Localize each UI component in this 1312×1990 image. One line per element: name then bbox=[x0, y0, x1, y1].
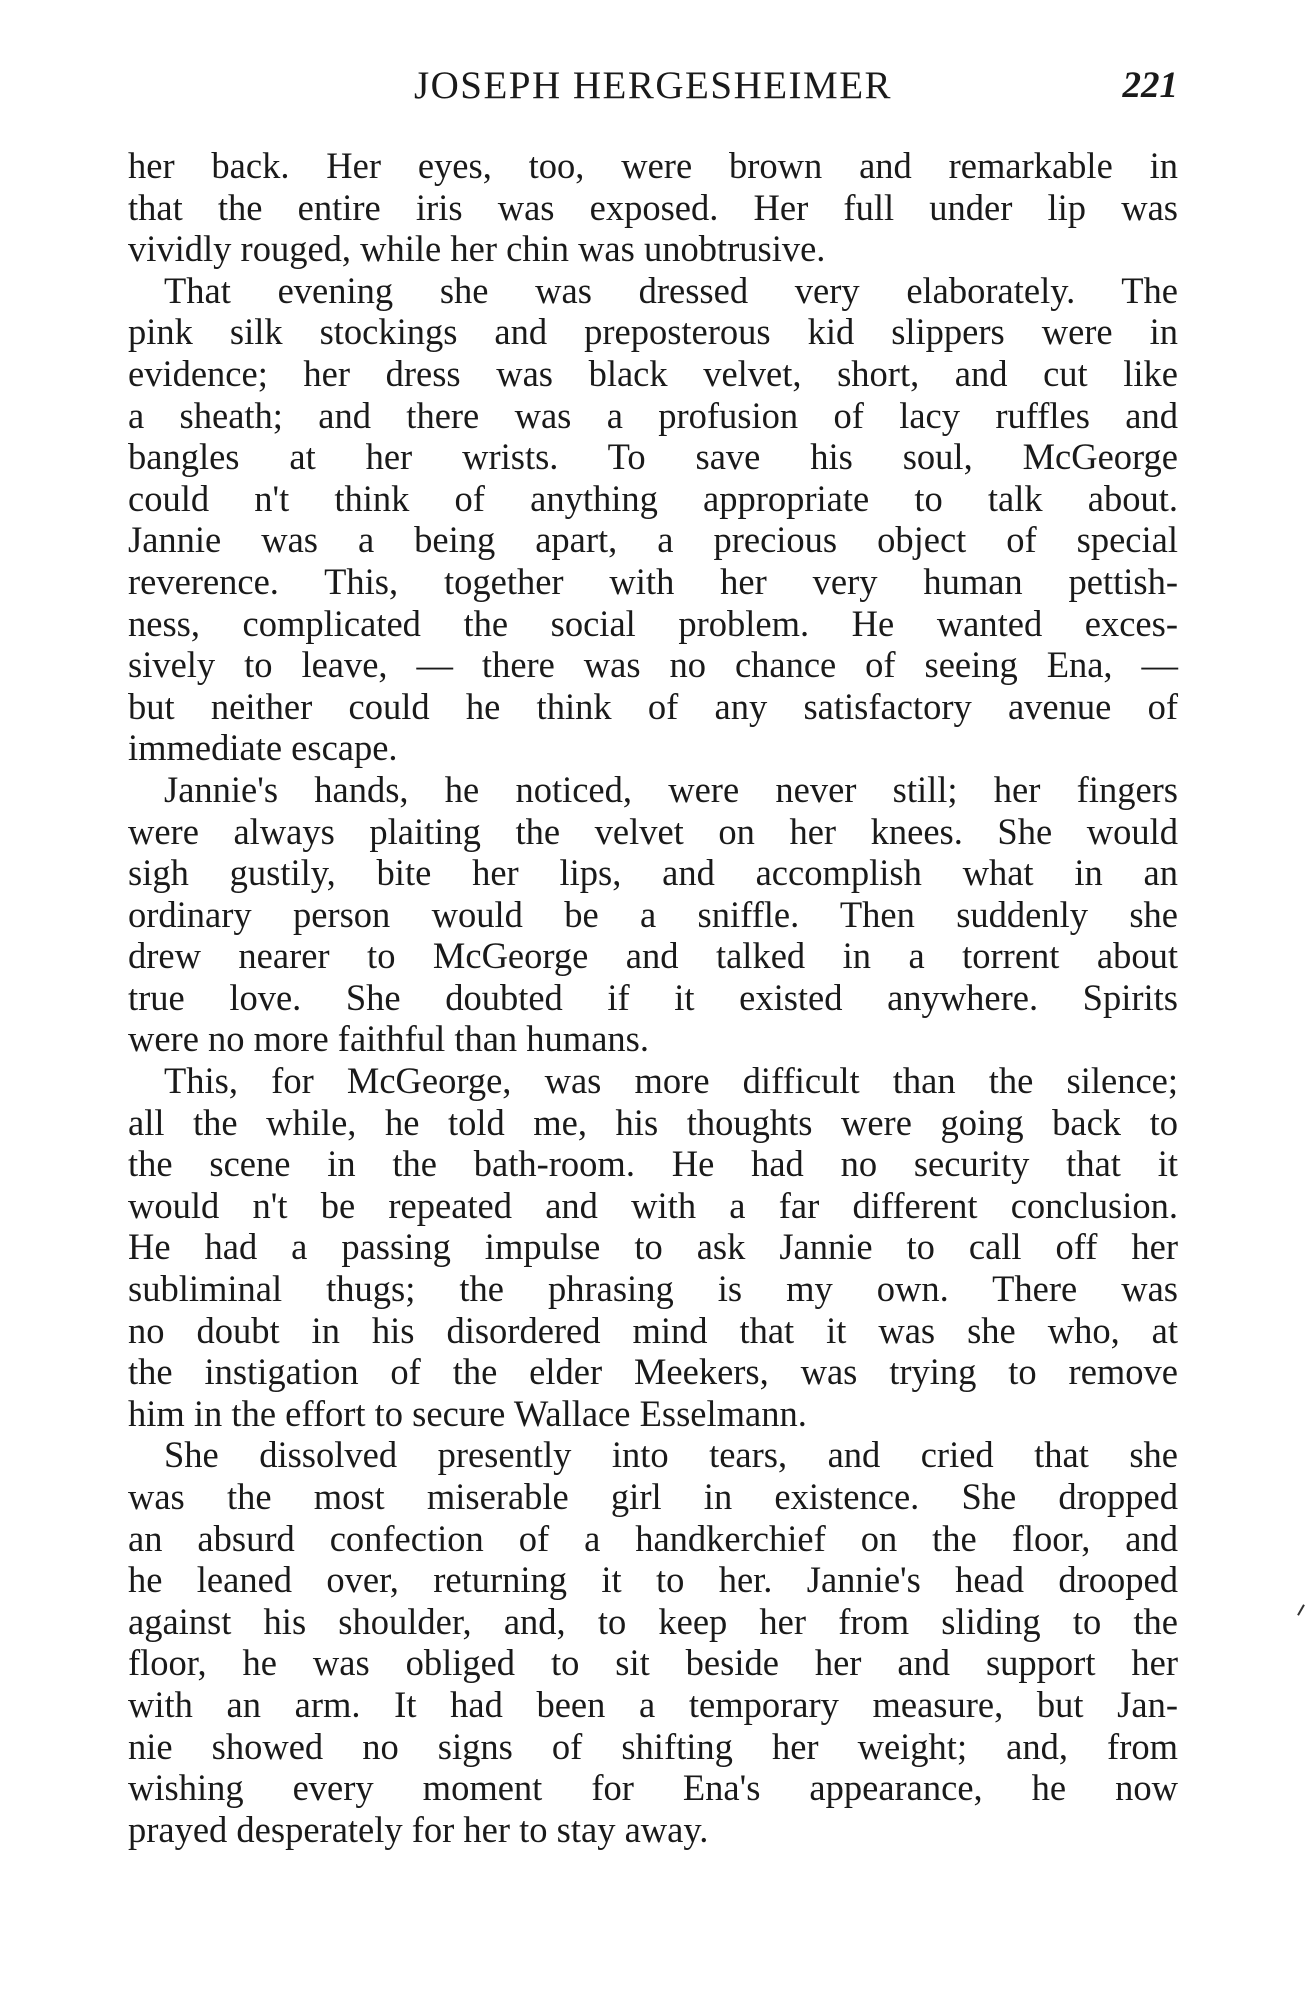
paragraph bbox=[128, 145, 1178, 270]
paragraph bbox=[128, 1434, 1178, 1850]
text-line: all the while, he told me, his thoughts were going back to bbox=[128, 1101, 1178, 1143]
margin-pencil-mark bbox=[1297, 1604, 1305, 1615]
paragraph bbox=[128, 769, 1178, 1060]
text-line: That evening she was dressed very elaborately. The bbox=[164, 269, 1178, 311]
text-line: were always plaiting the velvet on her knees. She would bbox=[128, 810, 1178, 852]
text-line: drew nearer to McGeorge and talked in a torrent about bbox=[128, 935, 1178, 977]
text-line: He had a passing impulse to ask Jannie to call off her bbox=[128, 1226, 1178, 1268]
text-line: immediate escape. bbox=[128, 727, 398, 769]
text-line: was the most miserable girl in existence. She dropped bbox=[128, 1476, 1178, 1517]
text-line: he leaned over, returning it to her. Jannie's head drooped bbox=[128, 1559, 1178, 1601]
text-line: against his shoulder, and, to keep her from sliding to the bbox=[128, 1600, 1178, 1642]
text-line: could n't think of anything appropriate to talk about. bbox=[128, 477, 1178, 519]
text-line: subliminal thugs; the phrasing is my own. There was bbox=[128, 1268, 1178, 1310]
running-head-title: JOSEPH HERGESHEIMER bbox=[413, 64, 893, 107]
text-line: ordinary person would be a sniffle. Then suddenly she bbox=[128, 893, 1178, 935]
text-line: but neither could he think of any satisfactory avenue of bbox=[128, 685, 1178, 727]
text-line: vividly rouged, while her chin was unobtrusive. bbox=[128, 228, 826, 270]
text-line: the scene in the bath-room. He had no security that it bbox=[128, 1143, 1178, 1185]
text-line: This, for McGeorge, was more difficult than the silence; bbox=[164, 1060, 1178, 1102]
text-line: would n't be repeated and with a far different conclusion. bbox=[128, 1184, 1178, 1226]
text-line: pink silk stockings and preposterous kid slippers were in bbox=[128, 311, 1178, 353]
text-line: her back. Her eyes, too, were brown and remarkable in bbox=[128, 145, 1178, 186]
text-line: evidence; her dress was black velvet, short, and cut like bbox=[128, 352, 1178, 394]
text-line: an absurd confection of a handkerchief on the floor, and bbox=[128, 1517, 1178, 1559]
text-line: prayed desperately for her to stay away. bbox=[128, 1808, 709, 1850]
paragraph bbox=[128, 270, 1178, 769]
paragraph bbox=[128, 1060, 1178, 1434]
text-line: sigh gustily, bite her lips, and accomplish what in an bbox=[128, 852, 1178, 894]
text-line: Jannie was a being apart, a precious object of special bbox=[128, 519, 1178, 561]
text-line: ness, complicated the social problem. He wanted exces- bbox=[128, 602, 1178, 644]
running-head bbox=[128, 60, 1178, 112]
text-line: were no more faithful than humans. bbox=[128, 1018, 649, 1060]
text-line: him in the effort to secure Wallace Esselmann. bbox=[128, 1392, 807, 1434]
text-line: floor, he was obliged to sit beside her and support her bbox=[128, 1642, 1178, 1684]
text-line: bangles at her wrists. To save his soul, McGeorge bbox=[128, 436, 1178, 478]
text-line: Jannie's hands, he noticed, were never still; her fingers bbox=[164, 768, 1178, 810]
text-line: wishing every moment for Ena's appearance, he now bbox=[128, 1767, 1178, 1809]
text-line: nie showed no signs of shifting her weight; and, from bbox=[128, 1725, 1178, 1767]
text-line: the instigation of the elder Meekers, was trying to remove bbox=[128, 1351, 1178, 1393]
text-line: a sheath; and there was a profusion of lacy ruffles and bbox=[128, 394, 1178, 436]
text-line: with an arm. It had been a temporary measure, but Jan- bbox=[128, 1683, 1178, 1725]
body-text bbox=[128, 145, 1178, 1850]
text-line: sively to leave, — there was no chance of seeing Ena, — bbox=[128, 644, 1178, 686]
text-line: true love. She doubted if it existed anywhere. Spirits bbox=[128, 976, 1178, 1018]
text-line: that the entire iris was exposed. Her full under lip was bbox=[128, 186, 1178, 228]
page-number: 221 bbox=[1122, 65, 1178, 106]
text-line: She dissolved presently into tears, and cried that she bbox=[164, 1434, 1178, 1476]
text-line: no doubt in his disordered mind that it was she who, at bbox=[128, 1309, 1178, 1351]
text-line: reverence. This, together with her very human pettish- bbox=[128, 560, 1178, 602]
